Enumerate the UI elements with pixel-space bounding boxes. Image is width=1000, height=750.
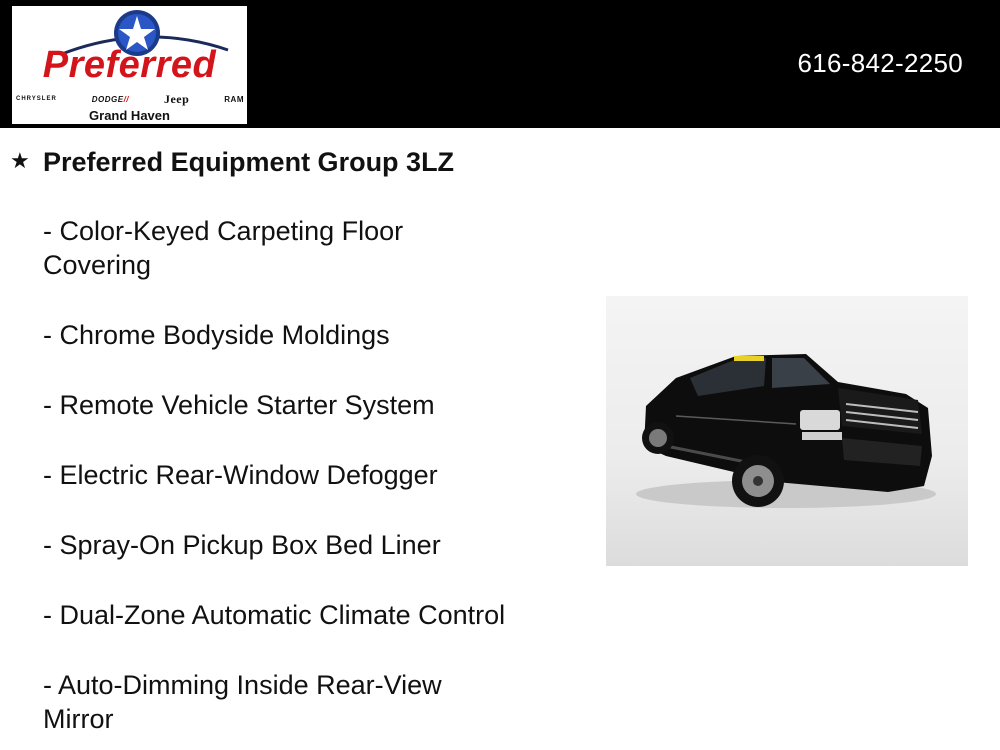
brand-jeep: Jeep bbox=[163, 91, 190, 106]
header-bar bbox=[0, 0, 1000, 128]
feature-item: - Auto-Dimming Inside Rear-View Mirror bbox=[43, 670, 442, 734]
feature-item: - Color-Keyed Carpeting Floor Covering bbox=[43, 216, 404, 280]
logo-brand-row bbox=[16, 92, 244, 106]
brand-chrysler: CHRYSLER bbox=[16, 96, 57, 102]
vehicle-photo[interactable] bbox=[606, 296, 968, 566]
feature-list bbox=[0, 214, 580, 736]
logo-location: Grand Haven bbox=[89, 108, 170, 123]
feature-heading bbox=[0, 146, 580, 178]
brand-dodge: DODGE// bbox=[91, 94, 130, 104]
logo-wordmark: Preferred bbox=[42, 44, 217, 86]
feature-section bbox=[0, 146, 580, 736]
feature-heading-text: Preferred Equipment Group 3LZ bbox=[43, 147, 455, 177]
phone-number[interactable]: 616-842-2250 bbox=[797, 48, 963, 78]
star-icon: ★ bbox=[10, 148, 30, 173]
feature-item: - Chrome Bodyside Moldings bbox=[43, 320, 390, 350]
feature-item: - Dual-Zone Automatic Climate Control bbox=[43, 600, 506, 630]
feature-item: - Electric Rear-Window Defogger bbox=[43, 460, 438, 490]
brand-ram: RAM bbox=[224, 94, 244, 104]
feature-item: - Spray-On Pickup Box Bed Liner bbox=[43, 530, 441, 560]
pickup-truck-illustration bbox=[606, 296, 968, 566]
dealer-logo[interactable] bbox=[12, 6, 247, 124]
feature-item: - Remote Vehicle Starter System bbox=[43, 390, 435, 420]
